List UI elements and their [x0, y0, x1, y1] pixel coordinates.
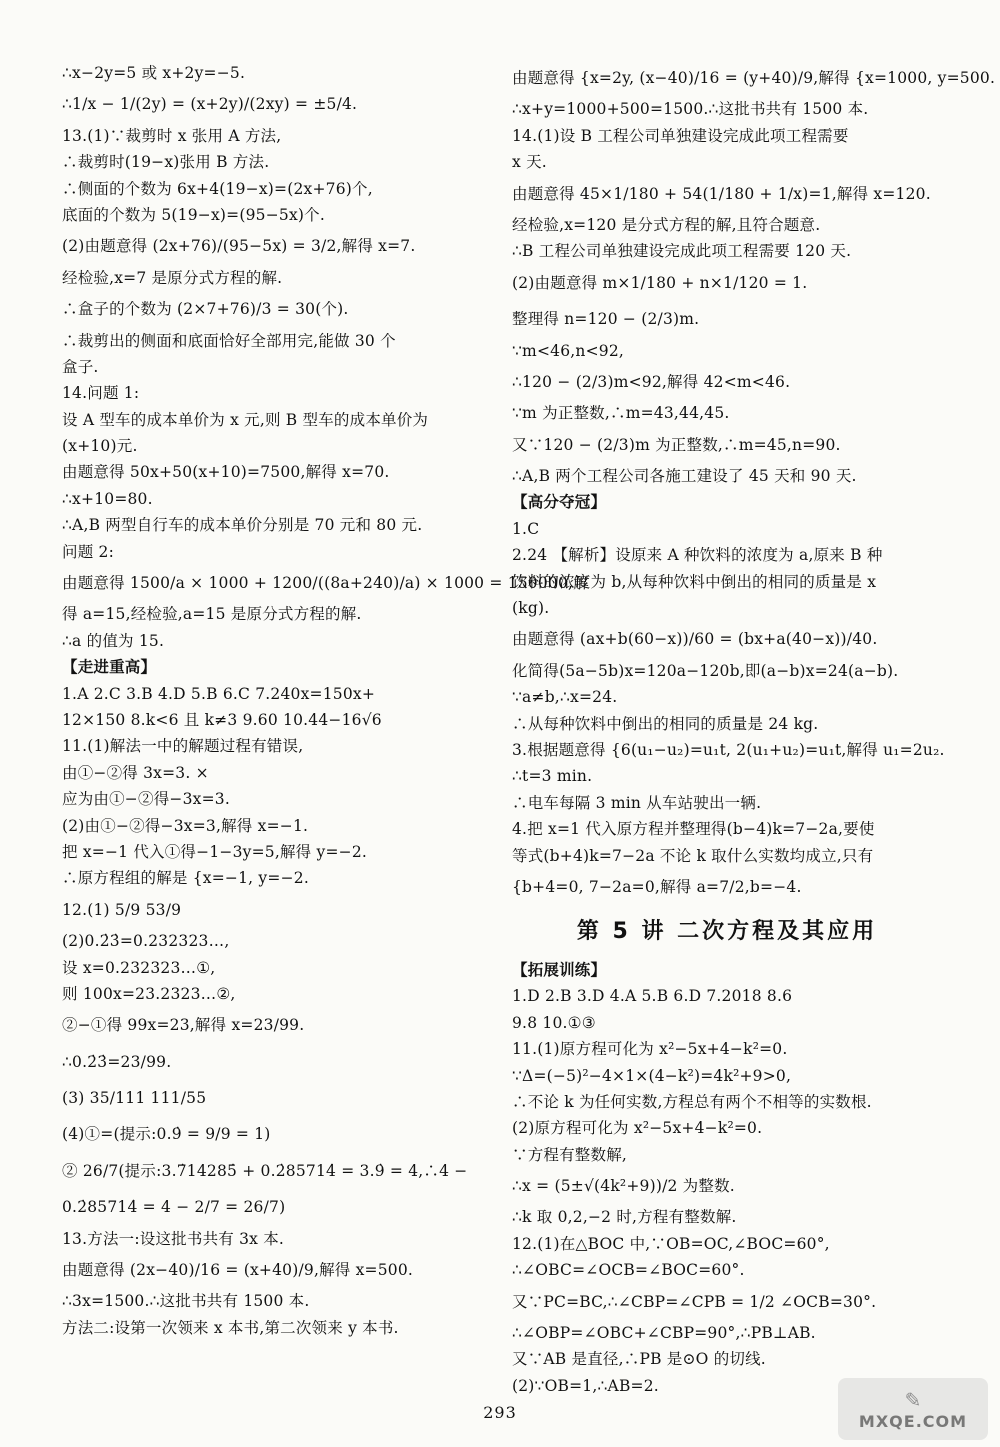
text-line: 经检验,x=7 是原分式方程的解. — [62, 268, 283, 287]
text-line: 问题 2: — [62, 542, 115, 561]
text-line: 1.A 2.C 3.B 4.D 5.B 6.C 7.240x=150x+ — [62, 684, 376, 703]
text-line: 11.(1)原方程可化为 x²−5x+4−k²=0. — [512, 1040, 788, 1059]
text-line: 11.(1)解法一中的解题过程有错误, — [62, 737, 304, 756]
text-line: ∴电车每隔 3 min 从车站驶出一辆. — [512, 793, 762, 812]
watermark — [838, 1378, 988, 1440]
text-line: ∴∠OBP=∠OBC+∠CBP=90°,∴PB⊥AB. — [512, 1324, 816, 1343]
text-line: ∴∠OBC=∠OCB=∠BOC=60°. — [512, 1261, 745, 1280]
text-line: 14.(1)设 B 工程公司单独建设完成此项工程需要 — [512, 126, 849, 145]
text-line: ∴x = (5±√(4k²+9))/2 为整数. — [512, 1177, 735, 1196]
text-line: ∵Δ=(−5)²−4×1×(4−k²)=4k²+9>0, — [512, 1066, 792, 1085]
text-line: 由①−②得 3x=3. × — [62, 763, 209, 782]
text-line: 底面的个数为 5(19−x)=(95−5x)个. — [62, 205, 325, 224]
text-line: (kg). — [512, 599, 550, 618]
text-line: ∴侧面的个数为 6x+4(19−x)=(2x+76)个, — [62, 179, 373, 198]
text-line: (3) 35/111 111/55 — [62, 1089, 207, 1108]
text-line: 把 x=−1 代入①得−1−3y=5,解得 y=−2. — [62, 842, 368, 861]
text-line: ∴B 工程公司单独建设完成此项工程需要 120 天. — [512, 242, 852, 261]
right-column — [512, 62, 996, 1401]
text-line: ∵m 为正整数,∴m=43,44,45. — [512, 404, 730, 423]
page-number: 293 — [483, 1403, 517, 1422]
text-line: ∴x+y=1000+500=1500.∴这批书共有 1500 本. — [512, 100, 869, 119]
answer-logo-icon: ✎ — [904, 1387, 922, 1412]
text-line: 0.2̇85714̇ = 4 − 2/7 = 26/7) — [62, 1198, 286, 1217]
text-line: (2)原方程可化为 x²−5x+4−k²=0. — [512, 1119, 763, 1138]
text-line: ∴x+10=80. — [62, 489, 153, 508]
text-line: 设 A 型车的成本单价为 x 元,则 B 型车的成本单价为 — [62, 410, 429, 429]
text-line: (x+10)元. — [62, 437, 138, 456]
text-line: ∵m<46,n<92, — [512, 341, 625, 360]
text-line: 由题意得 (ax+b(60−x))/60 = (bx+a(40−x))/40. — [512, 630, 878, 649]
text-line: ∴0.2̇3̇=23/99. — [62, 1052, 172, 1071]
text-line: ∴盒子的个数为 (2×7+76)/3 = 30(个). — [62, 300, 349, 319]
text-line: 由题意得 50x+50(x+10)=7500,解得 x=70. — [62, 463, 390, 482]
section-label: 【拓展训练】 — [512, 959, 607, 979]
text-line: 1.D 2.B 3.D 4.A 5.B 6.D 7.2018 8.6 — [512, 987, 793, 1006]
text-line: ∴原方程组的解是 {x=−1, y=−2. — [62, 869, 309, 888]
text-line: 14.问题 1: — [62, 384, 140, 403]
text-line: ∴裁剪时(19−x)张用 B 方法. — [62, 153, 270, 172]
text-line: ② 26/7(提示:3.7̇14285̇ + 0.2̇85714̇ = 3.9̇ = 4,∴4 − — [62, 1161, 468, 1180]
text-line: ∴裁剪出的侧面和底面恰好全部用完,能做 30 个 — [62, 331, 396, 350]
text-line: (2)由①−②得−3x=3,解得 x=−1. — [62, 816, 309, 835]
text-line: 由题意得 {x=2y, (x−40)/16 = (y+40)/9,解得 {x=1000, y=500. — [512, 69, 996, 87]
text-line: 整理得 n=120 − (2/3)m. — [512, 310, 700, 329]
text-line: ∴a 的值为 15. — [62, 631, 165, 650]
text-line: 13.(1)∵裁剪时 x 张用 A 方法, — [62, 126, 282, 145]
text-line: 应为由①−②得−3x=3. — [62, 790, 230, 809]
text-line: 由题意得 45×1/180 + 54(1/180 + 1/x)=1,解得 x=120. — [512, 184, 931, 203]
text-line: 13.方法一:设这批书共有 3x 本. — [62, 1229, 285, 1248]
section-label: 【高分夺冠】 — [512, 492, 607, 512]
text-line: ∴x−2y=5 或 x+2y=−5. — [62, 64, 246, 82]
text-line: 等式(b+4)k=7−2a 不论 k 取什么实数均成立,只有 — [512, 846, 874, 865]
text-line: ∵a≠b,∴x=24. — [512, 688, 618, 707]
text-line: 3.根据题意得 {6(u₁−u₂)=u₁t, 2(u₁+u₂)=u₁t,解得 u₁=2u₂. — [512, 740, 945, 759]
text-line: ∴A,B 两个工程公司各施工建设了 45 天和 90 天. — [512, 467, 857, 486]
text-line: ∴不论 k 为任何实数,方程总有两个不相等的实数根. — [512, 1092, 872, 1111]
text-line: x 天. — [512, 153, 547, 172]
text-line: 又∵120 − (2/3)m 为正整数,∴m=45,n=90. — [512, 435, 841, 454]
text-line: (2)0.2̇3̇=0.232323…, — [62, 932, 230, 951]
text-line: (2)由题意得 (2x+76)/(95−5x) = 3/2,解得 x=7. — [62, 237, 416, 256]
text-line: 得 a=15,经检验,a=15 是原分式方程的解. — [62, 605, 362, 624]
text-line: 由题意得 (2x−40)/16 = (x+40)/9,解得 x=500. — [62, 1261, 414, 1280]
text-line: 盒子. — [62, 357, 99, 376]
text-line: 由题意得 1500/a × 1000 + 1200/((8a+240)/a) × 1000 = 150000,解 — [62, 574, 589, 593]
text-line: 4.把 x=1 代入原方程并整理得(b−4)k=7−2a,要使 — [512, 820, 875, 839]
text-line: 1.C — [512, 519, 540, 538]
text-line: 9.8 10.①③ — [512, 1013, 596, 1032]
lecture-heading: 第 5 讲 二次方程及其应用 — [576, 918, 878, 944]
watermark-text: MXQE.COM — [858, 1411, 968, 1431]
text-line: 设 x=0.232323…①, — [62, 958, 216, 977]
text-line: ∴A,B 两型自行车的成本单价分别是 70 元和 80 元. — [62, 516, 423, 535]
text-line: (2)∵OB=1,∴AB=2. — [512, 1376, 659, 1395]
section-label: 【走进重高】 — [62, 657, 157, 677]
text-line: 12.(1)在△BOC 中,∵OB=OC,∠BOC=60°, — [512, 1234, 830, 1253]
text-line: 12×150 8.k<6 且 k≠3 9.60 10.44−16√6 — [62, 710, 382, 729]
text-line: ∵方程有整数解, — [512, 1145, 628, 1164]
text-line: 12.(1) 5/9 53/9 — [62, 900, 182, 919]
text-line: {b+4=0, 7−2a=0,解得 a=7/2,b=−4. — [512, 877, 802, 896]
text-line: 方法二:设第一次领来 x 本书,第二次领来 y 本书. — [62, 1318, 399, 1337]
text-line: ∴t=3 min. — [512, 767, 593, 786]
text-line: ∴120 − (2/3)m<92,解得 42<m<46. — [512, 372, 791, 391]
text-line: ∴3x=1500.∴这批书共有 1500 本. — [62, 1292, 310, 1311]
text-line: 饮料的浓度为 b,从每种饮料中倒出的相同的质量是 x — [512, 572, 877, 591]
text-line: ∴1/x − 1/(2y) = (x+2y)/(2xy) = ±5/4. — [62, 95, 358, 114]
text-line: (2)由题意得 m×1/180 + n×1/120 = 1. — [512, 273, 808, 292]
text-line: 又∵PC=BC,∴∠CBP=∠CPB = 1/2 ∠OCB=30°. — [512, 1292, 877, 1311]
text-line: 化简得(5a−5b)x=120a−120b,即(a−b)x=24(a−b). — [512, 661, 899, 680]
text-line: 2.24 【解析】设原来 A 种饮料的浓度为 a,原来 B 种 — [512, 546, 883, 565]
text-line: 则 100x=23.2323…②, — [62, 984, 236, 1003]
text-line: 经检验,x=120 是分式方程的解,且符合题意. — [512, 215, 821, 234]
text-line: ∴k 取 0,2,−2 时,方程有整数解. — [512, 1208, 737, 1227]
text-line: ∴从每种饮料中倒出的相同的质量是 24 kg. — [512, 714, 819, 733]
text-line: ②−①得 99x=23,解得 x=23/99. — [62, 1016, 305, 1035]
text-line: 又∵AB 是直径,∴PB 是⊙O 的切线. — [512, 1350, 766, 1369]
text-line: (4)①=(提示:0.9̇ = 9/9 = 1) — [62, 1125, 271, 1144]
